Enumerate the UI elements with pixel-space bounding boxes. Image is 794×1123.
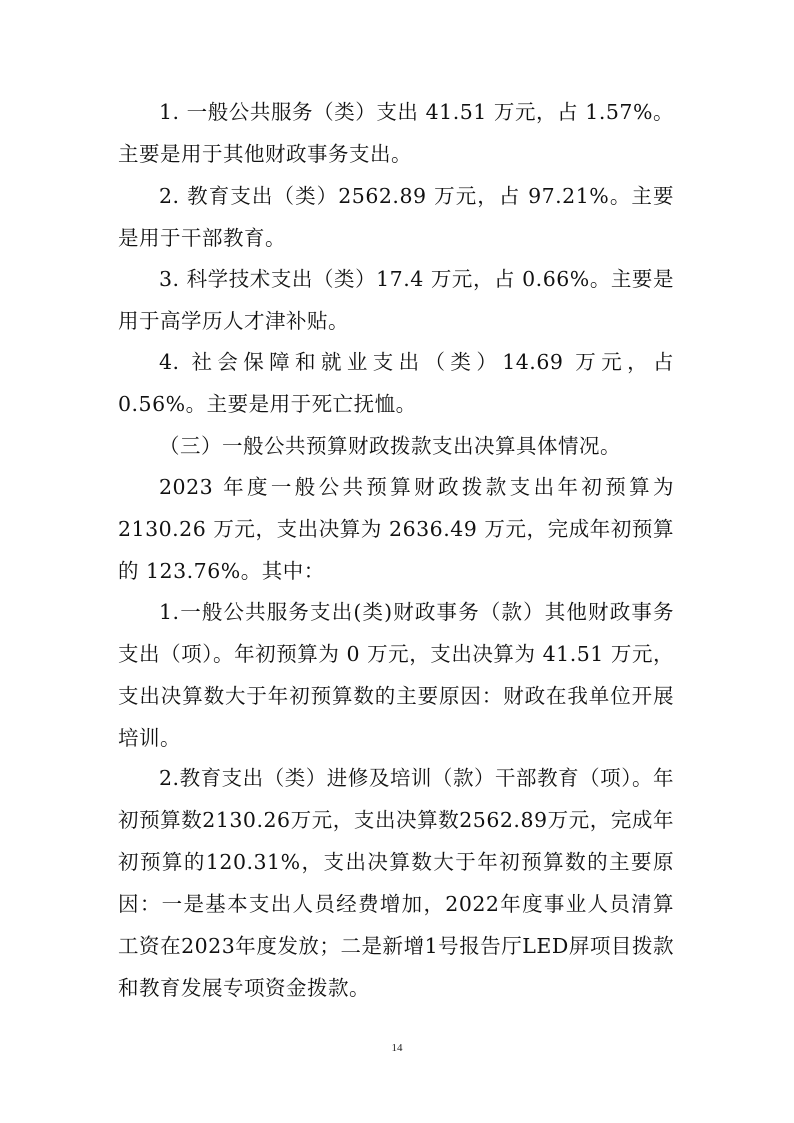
paragraph-detail-general-public: 1.一般公共服务支出(类)财政事务（款）其他财政事务支出（项）。年初预算为 0 万元，支出决算为 41.51 万元，支出决算数大于年初预算数的主要原因：财政在我单位开展培训。 — [118, 600, 674, 750]
paragraph-education-expenditure: 2. 教育支出（类）2562.89 万元，占 97.21%。主要是用于干部教育。 — [118, 184, 674, 250]
paragraph-science-technology: 3. 科学技术支出（类）17.4 万元，占 0.66%。主要是用于高学历人才津补贴。 — [118, 267, 674, 333]
page-number: 14 — [391, 1042, 403, 1054]
section-heading-3: （三）一般公共预算财政拨款支出决算具体情况。 — [159, 434, 621, 458]
paragraph-budget-summary: 2023 年度一般公共预算财政拨款支出年初预算为 2130.26 万元，支出决算为 2636.49 万元，完成年初预算的 123.76%。其中： — [118, 475, 674, 583]
paragraph-social-security: 4. 社会保障和就业支出（类）14.69 万元，占 0.56%。主要是用于死亡抚恤。 — [118, 350, 674, 416]
paragraph-general-public-services: 1. 一般公共服务（类）支出 41.51 万元，占 1.57%。主要是用于其他财政事务支出。 — [118, 100, 674, 166]
paragraph-detail-education: 2.教育支出（类）进修及培训（款）干部教育（项）。年初预算数2130.26万元，支出决算数2562.89万元，完成年初预算的120.31%，支出决算数大于年初预算数的主要原因：一是基本支出人员经费增加，2022年度事业人员清算工资在2023年度发放；二是新增1号报告厅LED屏项目拨款和教育发展专项资金拨款。 — [118, 766, 674, 1000]
